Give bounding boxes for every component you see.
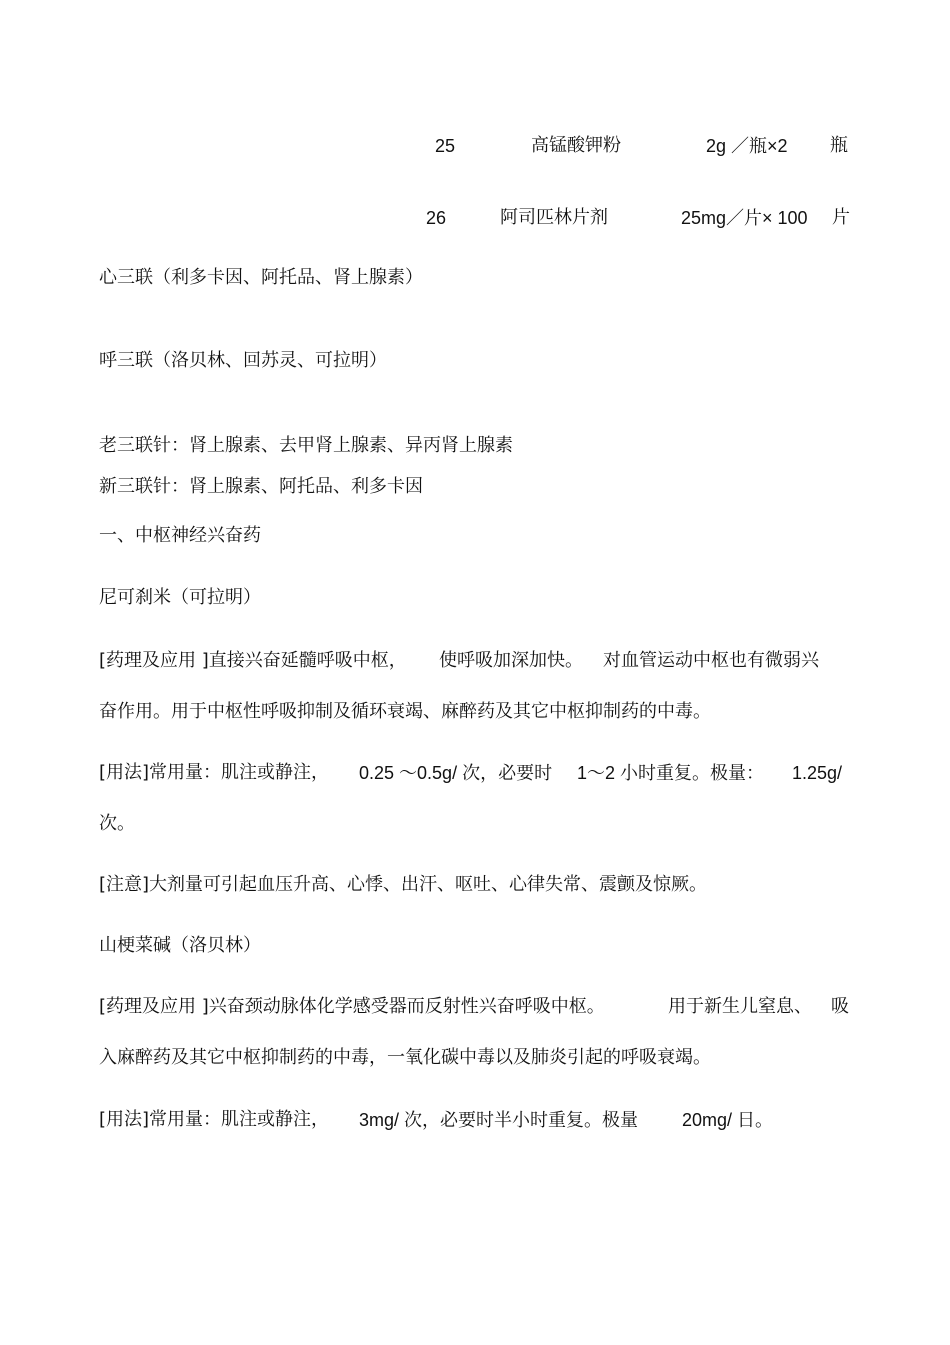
drug1-pharm-text: 奋作用。用于中枢性呼吸抑制及循环衰竭、麻醉药及其它中枢抑制药的中毒。 xyxy=(99,701,711,722)
row25-number: 25 xyxy=(435,136,456,156)
row26-name: 阿司匹林片剂 xyxy=(500,207,608,228)
drug1-pharm-text: 对血管运动中枢也有微弱兴 xyxy=(603,650,819,671)
drug2-pharm-text: 用于新生儿窒息、 xyxy=(668,996,812,1017)
drug1-note: [注意]大剂量可引起血压升高、心悸、出汗、呕吐、心律失常、震颤及惊厥。 xyxy=(99,874,708,895)
drug1-usage-text: 1.25g/ xyxy=(792,763,843,783)
drug2-usage-text: 3mg/ 次，必要时半小时重复。极量 xyxy=(359,1110,639,1130)
drug1-usage-text: [用法]常用量：肌注或静注， xyxy=(99,762,330,783)
drug2-usage-text: 20mg/ 日。 xyxy=(682,1110,774,1130)
row26-unit: 片 xyxy=(832,207,850,228)
drug1-title: 尼可刹米（可拉明） xyxy=(99,587,261,608)
drug2-usage-text: [用法]常用量：肌注或静注， xyxy=(99,1109,330,1130)
drug2-pharm-text: 吸 xyxy=(831,996,849,1017)
new-triple-line: 新三联针：肾上腺素、阿托品、利多卡因 xyxy=(99,476,423,497)
row25-unit: 瓶 xyxy=(830,135,848,156)
drug2-pharm-text: 入麻醉药及其它中枢抑制药的中毒，一氧化碳中毒以及肺炎引起的呼吸衰竭。 xyxy=(99,1047,711,1068)
drug1-pharm-text: 使呼吸加深加快。 xyxy=(439,650,583,671)
drug1-usage-text: 1～2 小时重复。极量： xyxy=(577,763,765,783)
row26-number: 26 xyxy=(426,208,447,228)
drug1-usage-text: 次。 xyxy=(99,813,135,834)
row26-spec: 25mg／片× 100 xyxy=(681,208,808,228)
section-heading: 一、中枢神经兴奋药 xyxy=(99,525,261,546)
drug2-pharm-text: [药理及应用 ]兴奋颈动脉体化学感受器而反射性兴奋呼吸中枢。 xyxy=(99,996,605,1017)
drug2-title: 山梗菜碱（洛贝林） xyxy=(99,935,261,956)
row25-spec: 2g ／瓶×2 xyxy=(706,136,788,156)
drug1-pharm-text: [药理及应用 ]直接兴奋延髓呼吸中枢， xyxy=(99,650,407,671)
drug1-usage-text: 0.25 ～0.5g/ 次，必要时 xyxy=(359,763,553,783)
breath-triple-line: 呼三联（洛贝林、回苏灵、可拉明） xyxy=(99,350,387,371)
old-triple-line: 老三联针：肾上腺素、去甲肾上腺素、异丙肾上腺素 xyxy=(99,435,513,456)
row25-name: 高锰酸钾粉 xyxy=(531,135,621,156)
heart-triple-line: 心三联（利多卡因、阿托品、肾上腺素） xyxy=(99,267,423,288)
